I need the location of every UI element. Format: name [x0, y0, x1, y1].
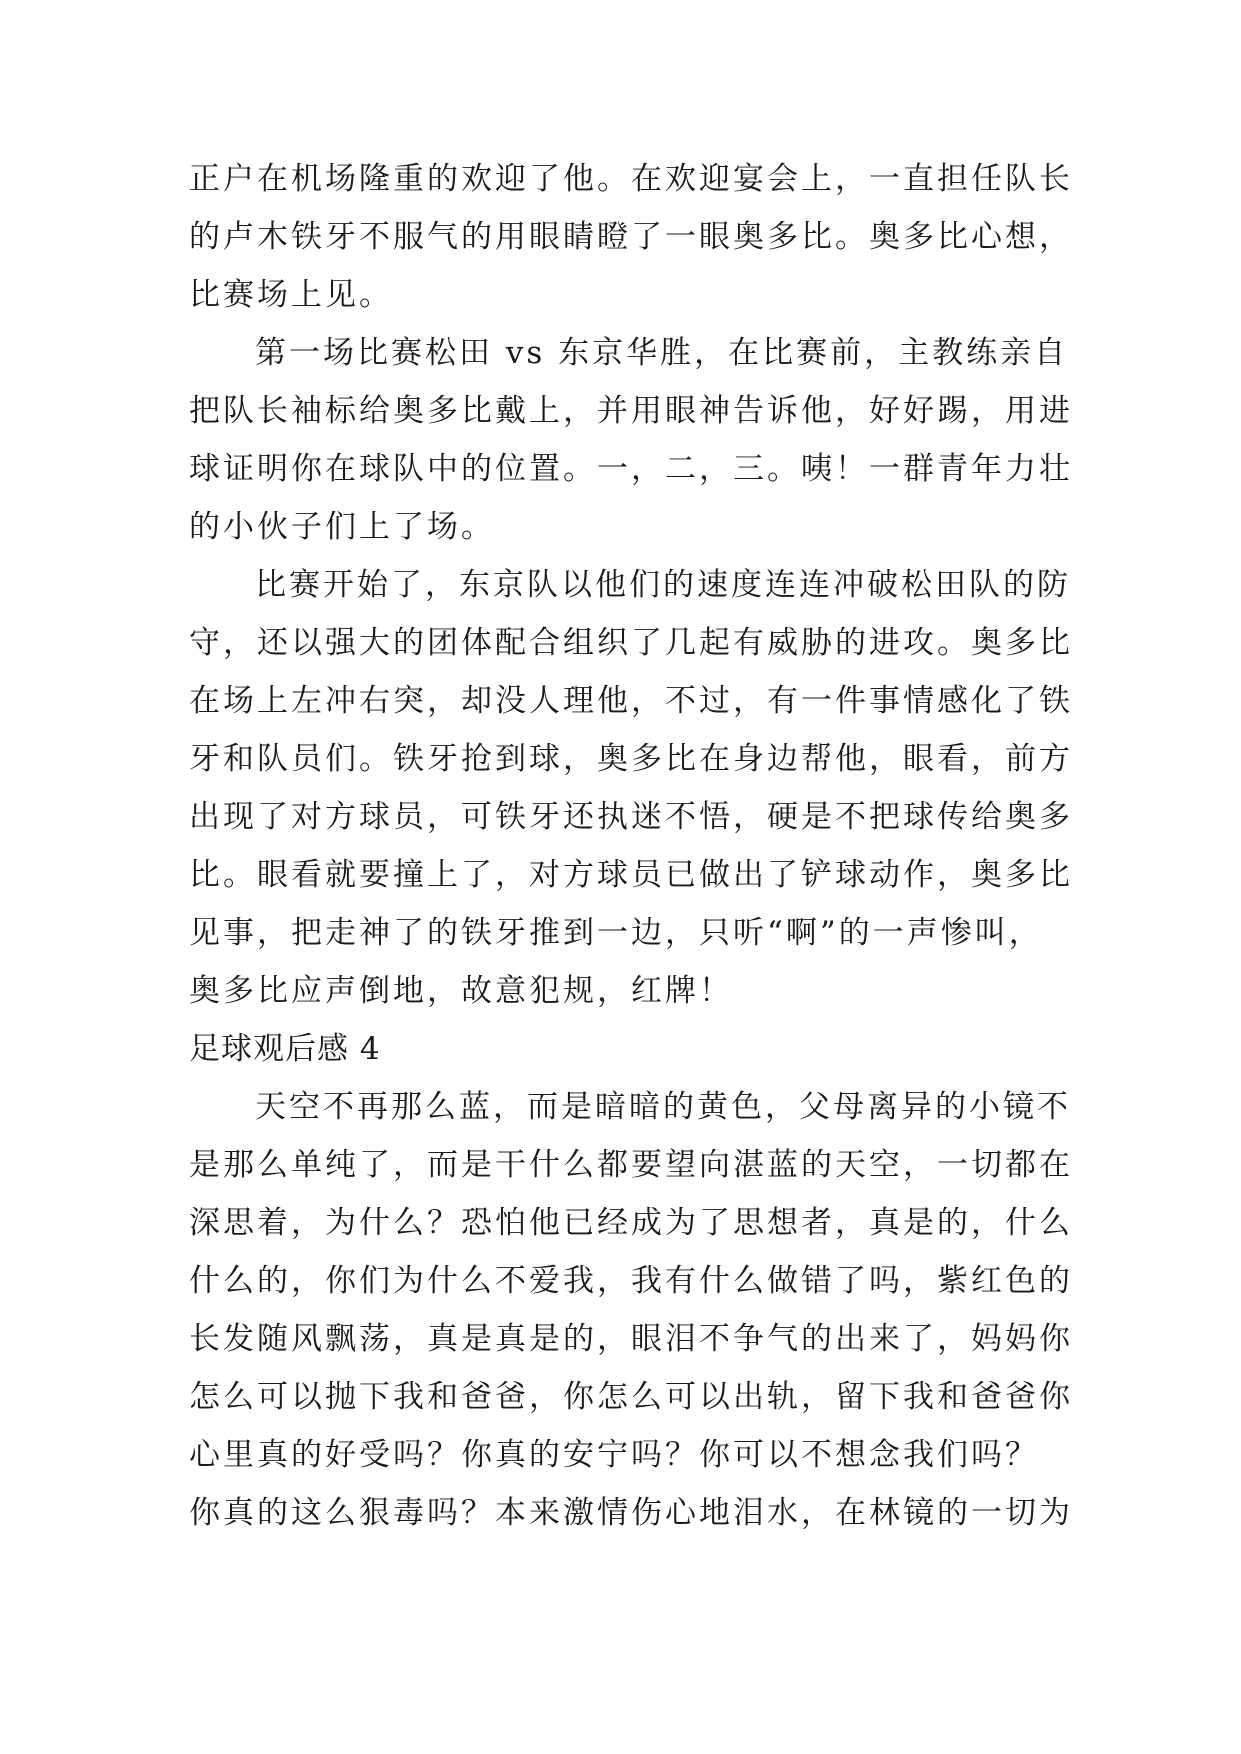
text-line: 比赛场上见。 [189, 277, 393, 313]
text-line: 球证明你在球队中的位置。一，二，三。咦！一群青年力壮 [189, 451, 1073, 487]
text-line: 什么的，你们为什么不爱我，我有什么做错了吗，紫红色的 [189, 1263, 1073, 1299]
paragraph-4 [189, 1078, 1073, 1542]
text-line: 你真的这么狠毒吗？本来激情伤心地泪水，在林镜的一切为 [189, 1495, 1073, 1531]
text-line: 第一场比赛松田 vs 东京华胜，在比赛前，主教练亲自 [255, 335, 1069, 371]
paragraph-3 [189, 556, 1073, 1020]
document-body [189, 150, 1073, 1542]
section-heading: 足球观后感 4 [189, 1031, 381, 1067]
text-line: 正户在机场隆重的欢迎了他。在欢迎宴会上，一直担任队长 [189, 161, 1073, 197]
text-line: 把队长袖标给奥多比戴上，并用眼神告诉他，好好踢，用进 [189, 393, 1073, 429]
text-line: 怎么可以抛下我和爸爸，你怎么可以出轨，留下我和爸爸你 [189, 1379, 1073, 1415]
text-line: 出现了对方球员，可铁牙还执迷不悟，硬是不把球传给奥多 [189, 799, 1073, 835]
text-line: 守，还以强大的团体配合组织了几起有威胁的进攻。奥多比 [189, 625, 1073, 661]
text-line: 比。眼看就要撞上了，对方球员已做出了铲球动作，奥多比 [189, 857, 1073, 893]
text-line: 深思着，为什么？恐怕他已经成为了思想者，真是的，什么 [189, 1205, 1073, 1241]
text-line: 牙和队员们。铁牙抢到球，奥多比在身边帮他，眼看，前方 [189, 741, 1073, 777]
paragraph-1 [189, 150, 1073, 324]
text-line: 长发随风飘荡，真是真是的，眼泪不争气的出来了，妈妈你 [189, 1321, 1073, 1357]
text-line: 的卢木铁牙不服气的用眼睛瞪了一眼奥多比。奥多比心想， [189, 219, 1073, 255]
text-line: 比赛开始了，东京队以他们的速度连连冲破松田队的防 [255, 567, 1071, 603]
text-line: 见事，把走神了的铁牙推到一边，只听“啊”的一声惨叫， [189, 915, 1043, 951]
text-line: 在场上左冲右突，却没人理他，不过，有一件事情感化了铁 [189, 683, 1073, 719]
text-line: 的小伙子们上了场。 [189, 509, 495, 545]
paragraph-2 [189, 324, 1073, 556]
text-line: 心里真的好受吗？你真的安宁吗？你可以不想念我们吗？ [189, 1437, 1039, 1473]
text-line: 天空不再那么蓝，而是暗暗的黄色，父母离异的小镜不 [255, 1089, 1071, 1125]
text-line: 奥多比应声倒地，故意犯规，红牌！ [189, 973, 733, 1009]
text-line: 是那么单纯了，而是干什么都要望向湛蓝的天空，一切都在 [189, 1147, 1073, 1183]
